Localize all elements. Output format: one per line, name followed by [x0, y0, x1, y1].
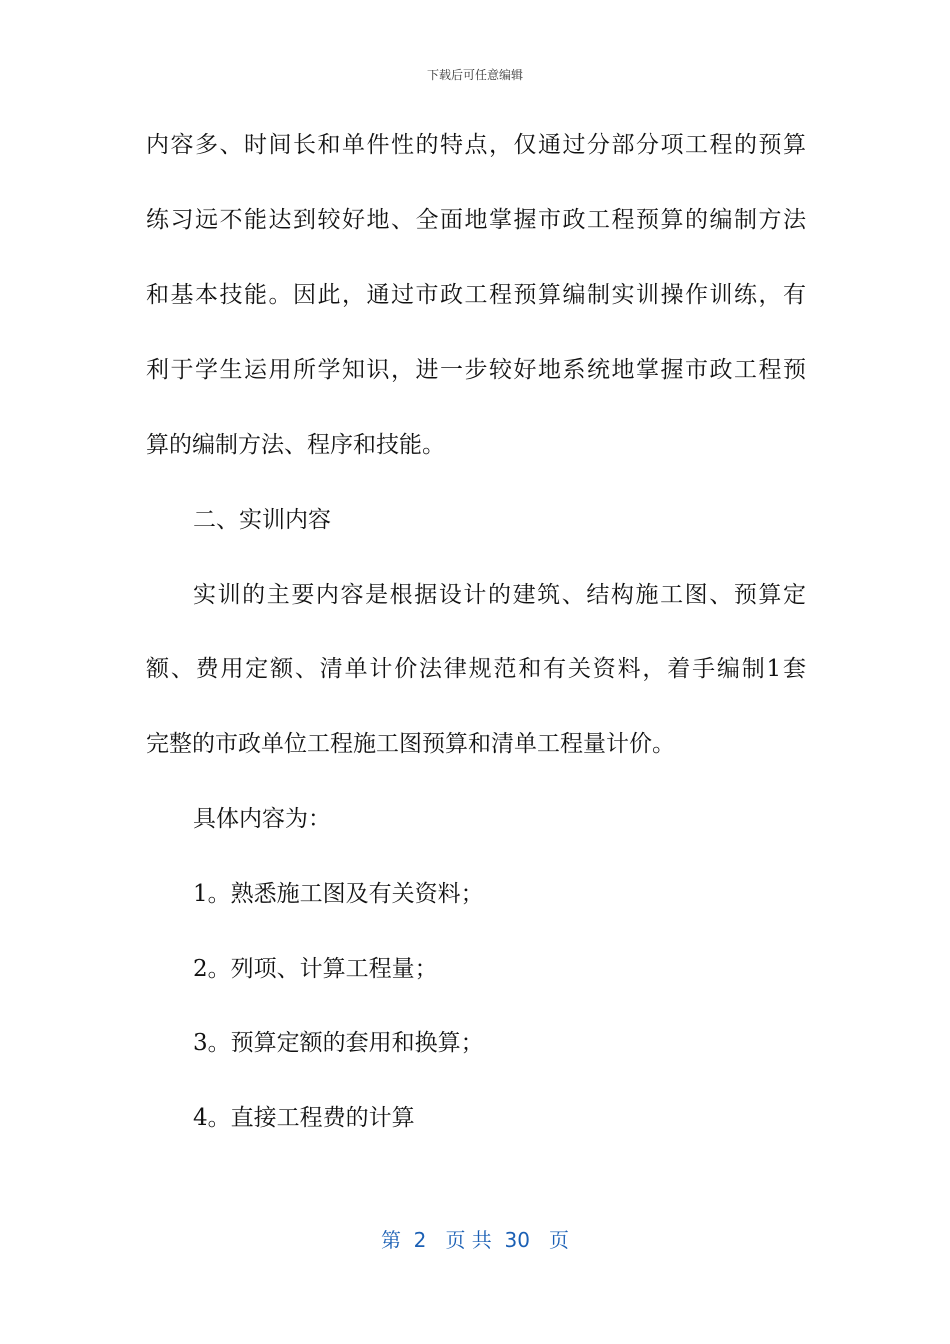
body-line: 完整的市政单位工程施工图预算和清单工程量计价。 [146, 731, 675, 757]
list-item: 2。列项、计算工程量； [193, 956, 438, 982]
section-heading: 二、实训内容 [193, 507, 331, 533]
body-line: 内容多、时间长和单件性的特点，仅通过分部分项工程的预算 [146, 132, 806, 158]
body-line: 练习远不能达到较好地、全面地掌握市政工程预算的编制方法 [146, 207, 806, 233]
list-item: 4。直接工程费的计算 [193, 1105, 415, 1131]
body-line: 利于学生运用所学知识，进一步较好地系统地掌握市政工程预 [146, 357, 806, 383]
list-item: 1。熟悉施工图及有关资料； [193, 881, 484, 907]
list-intro: 具体内容为： [193, 806, 331, 832]
body-line: 和基本技能。因此，通过市政工程预算编制实训操作训练，有 [146, 282, 806, 308]
header-note: 下载后可任意编辑 [426, 68, 523, 82]
page-number: 第 2 页 共 30 页 [380, 1228, 570, 1252]
body-line: 额、费用定额、清单计价法律规范和有关资料，着手编制1套 [146, 656, 806, 682]
list-item: 3。预算定额的套用和换算； [193, 1030, 484, 1056]
body-line: 实训的主要内容是根据设计的建筑、结构施工图、预算定 [193, 582, 806, 608]
body-line: 算的编制方法、程序和技能。 [146, 432, 445, 458]
